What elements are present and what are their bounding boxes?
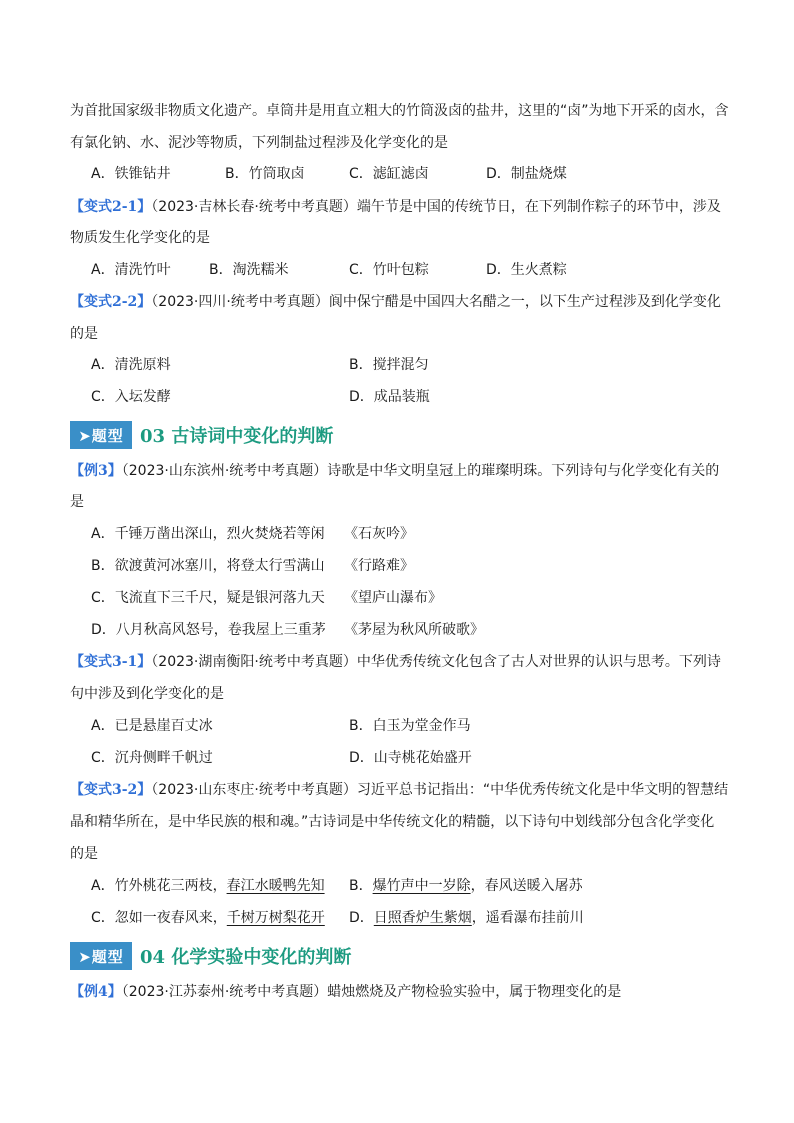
section-badge: ➤题型 <box>70 421 132 449</box>
option-a: A．清洗原料 <box>91 357 171 373</box>
question-tag: 【变式2-1】 <box>70 199 152 215</box>
option-b: B．竹筒取卤 <box>225 166 305 182</box>
paragraph-line: 晶和精华所在，是中华民族的根和魂。”古诗词是中华传统文化的精髓，以下诗句中划线部分包含化学变化 <box>70 814 715 830</box>
option-c <box>91 908 325 928</box>
option-d: D．成品装瓶 <box>349 389 430 405</box>
option-a: A．清洗竹叶 <box>91 262 171 278</box>
question-tag: 【例4】 <box>70 984 122 1000</box>
poem-source: 《石灰吟》 <box>344 526 414 542</box>
option-text: C．忽如一夜春风来， <box>91 910 227 926</box>
question-v32 <box>70 780 728 800</box>
paragraph-line: 的是 <box>70 326 98 342</box>
option-b: B．搅拌混匀 <box>349 357 429 373</box>
poem-source: 《望庐山瀑布》 <box>344 590 442 606</box>
option-a: A．铁锥钻井 <box>91 166 171 182</box>
paragraph-line: 句中涉及到化学变化的是 <box>70 686 224 702</box>
poem-option-d: D．八月秋高风怒号，卷我屋上三重茅 <box>91 622 326 638</box>
question-tag: 【例3】 <box>70 463 122 479</box>
question-tag: 【变式3-2】 <box>70 782 152 798</box>
question-text: （2023·山东枣庄·统考中考真题）习近平总书记指出：“中华优秀传统文化是中华文明的智慧结 <box>151 782 729 798</box>
section-title: 04 化学实验中变化的判断 <box>140 947 352 968</box>
section-title: 03 古诗词中变化的判断 <box>140 426 334 447</box>
underlined-phrase: 爆竹声中一岁除 <box>372 878 471 894</box>
question-text: （2023·四川·统考中考真题）阆中保宁醋是中国四大名醋之一，以下生产过程涉及到化学变化 <box>151 294 721 310</box>
poem-option-c: C．飞流直下三千尺，疑是银河落九天 <box>91 590 325 606</box>
question-tag: 【变式2-2】 <box>70 294 152 310</box>
paragraph-line: 为首批国家级非物质文化遗产。卓筒井是用直立粗大的竹筒汲卤的盐井，这里的“卤”为地下开采的卤水，含 <box>70 103 729 119</box>
option-text: ，遥看瀑布挂前川 <box>471 910 584 926</box>
option-c: C．滤缸滤卤 <box>349 166 429 182</box>
option-d: D．生火煮粽 <box>486 262 567 278</box>
option-a <box>91 876 325 896</box>
question-text: （2023·江苏泰州·统考中考真题）蜡烛燃烧及产物检验实验中，属于物理变化的是 <box>121 984 622 1000</box>
section-badge: ➤题型 <box>70 942 132 970</box>
question-text: （2023·湖南衡阳·统考中考真题）中华优秀传统文化包含了古人对世界的认识与思考。下列诗 <box>151 654 721 670</box>
question-tag: 【变式3-1】 <box>70 654 152 670</box>
option-c: C．沉舟侧畔千帆过 <box>91 750 213 766</box>
option-text: A．竹外桃花三两枝， <box>91 878 227 894</box>
question-v21 <box>70 197 721 217</box>
option-text: D． <box>349 910 374 926</box>
underlined-phrase: 日照香炉生紫烟 <box>373 910 472 926</box>
question-ex4 <box>70 982 621 1002</box>
underlined-phrase: 春江水暖鸭先知 <box>226 878 325 894</box>
option-text: B． <box>349 878 373 894</box>
paragraph-line: 有氯化钠、水、泥沙等物质，下列制盐过程涉及化学变化的是 <box>70 135 448 151</box>
section-heading <box>70 421 333 449</box>
poem-option-b: B．欲渡黄河冰塞川，将登太行雪满山 <box>91 558 325 574</box>
poem-source: 《行路难》 <box>344 558 414 574</box>
option-d: D．制盐烧煤 <box>486 166 567 182</box>
question-text: （2023·山东滨州·统考中考真题）诗歌是中华文明皇冠上的璀璨明珠。下列诗句与化学变化有关的 <box>121 463 720 479</box>
question-ex3 <box>70 461 719 481</box>
section-heading <box>70 942 351 970</box>
question-v31 <box>70 652 721 672</box>
option-b: B．淘洗糯米 <box>209 262 289 278</box>
paragraph-line: 是 <box>70 494 84 510</box>
underlined-phrase: 千树万树梨花开 <box>226 910 325 926</box>
option-b: B．白玉为堂金作马 <box>349 718 471 734</box>
paragraph-line: 物质发生化学变化的是 <box>70 230 210 246</box>
question-text: （2023·吉林长春·统考中考真题）端午节是中国的传统节日，在下列制作粽子的环节中，涉及 <box>151 199 721 215</box>
option-c: C．竹叶包粽 <box>349 262 429 278</box>
option-d <box>349 908 584 928</box>
option-a: A．已是悬崖百丈冰 <box>91 718 213 734</box>
paragraph-line: 的是 <box>70 846 98 862</box>
option-text: ，春风送暖入屠苏 <box>470 878 583 894</box>
question-v22 <box>70 292 721 312</box>
poem-source: 《茅屋为秋风所破歌》 <box>344 622 484 638</box>
option-c: C．入坛发酵 <box>91 389 171 405</box>
poem-option-a: A．千锤万凿出深山，烈火焚烧若等闲 <box>91 526 325 542</box>
option-d: D．山寺桃花始盛开 <box>349 750 472 766</box>
option-b <box>349 876 583 896</box>
